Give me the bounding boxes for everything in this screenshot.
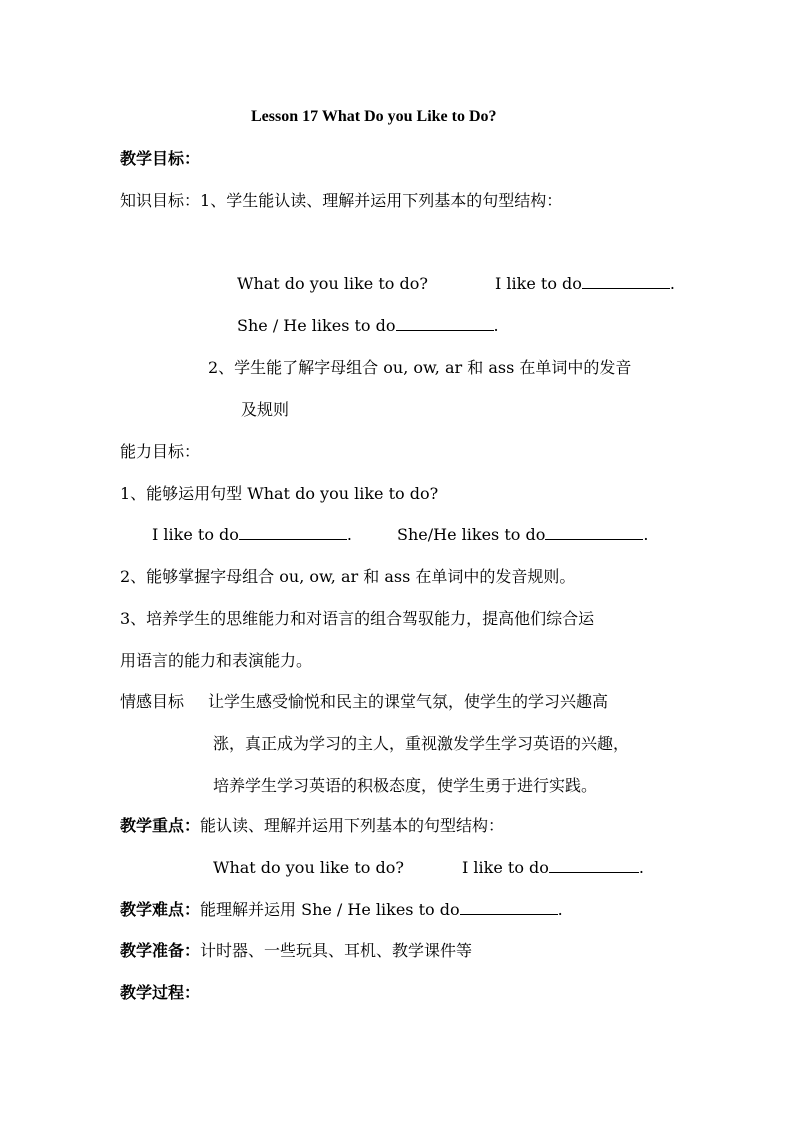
blank-line [549, 858, 639, 873]
period: . [643, 525, 649, 544]
ability-item-1-answer-a [152, 524, 352, 546]
knowledge-item-2-line-2: 及规则 [241, 400, 290, 419]
knowledge-pattern-answer-text: I like to do [495, 274, 582, 293]
preparation-line [120, 940, 472, 962]
knowledge-pattern-answer [495, 273, 675, 295]
emotion-line-1: 让学生感受愉悦和民主的课堂气氛，使学生的学习兴趣高 [208, 692, 609, 711]
key-points-pattern-answer [462, 857, 644, 879]
ability-label: 能力目标： [120, 442, 201, 461]
knowledge-pattern-she-he [237, 315, 499, 337]
knowledge-pattern-she-he-text: She / He likes to do [237, 316, 396, 335]
key-points-label: 教学重点： [120, 816, 201, 835]
knowledge-item-2-line-1: 2、学生能了解字母组合 ou, ow, ar 和 ass 在单词中的发音 [208, 358, 632, 377]
ability-item-3-line-1: 3、培养学生的思维能力和对语言的组合驾驭能力，提高他们综合运 [120, 609, 595, 628]
preparation-text: 计时器、一些玩具、耳机、教学课件等 [200, 941, 473, 960]
objectives-heading: 教学目标： [120, 149, 201, 168]
ability-item-2: 2、能够掌握字母组合 ou, ow, ar 和 ass 在单词中的发音规则。 [120, 567, 576, 586]
emotion-line-2: 涨，真正成为学习的主人，重视激发学生学习英语的兴趣， [213, 734, 630, 753]
period: . [669, 274, 676, 293]
blank-line [396, 316, 494, 331]
blank-line [460, 900, 558, 915]
process-label: 教学过程： [120, 983, 201, 1002]
period: . [493, 316, 499, 335]
preparation-label: 教学准备： [120, 941, 201, 960]
blank-line [582, 274, 670, 289]
ability-answer-b-text: She/He likes to do [397, 525, 546, 544]
key-points-pattern-question: What do you like to do? [213, 858, 404, 877]
blank-line [239, 525, 347, 540]
ability-item-3-line-2: 用语言的能力和表演能力。 [120, 651, 313, 670]
knowledge-item-1: 1、学生能认读、理解并运用下列基本的句型结构： [200, 191, 563, 210]
knowledge-pattern-question: What do you like to do? [237, 274, 428, 293]
emotion-line-3: 培养学生学习英语的积极态度，使学生勇于进行实践。 [213, 776, 598, 795]
ability-item-1-answer-b [397, 524, 648, 546]
key-points-line [120, 815, 504, 837]
lesson-title: Lesson 17 What Do you Like to Do? [251, 108, 497, 125]
knowledge-label: 知识目标： [120, 191, 201, 210]
difficult-points-text: 能理解并运用 She / He likes to do [200, 900, 460, 919]
key-points-answer-text: I like to do [462, 858, 549, 877]
ability-answer-a-text: I like to do [152, 525, 239, 544]
ability-item-1: 1、能够运用句型 What do you like to do? [120, 484, 439, 503]
emotion-label: 情感目标 [120, 692, 185, 711]
period: . [638, 858, 645, 877]
difficult-points-line [120, 899, 563, 921]
key-points-text: 能认读、理解并运用下列基本的句型结构： [200, 816, 505, 835]
blank-line [545, 525, 643, 540]
period: . [346, 525, 353, 544]
difficult-points-label: 教学难点： [120, 900, 201, 919]
knowledge-objective-line [120, 190, 562, 212]
period: . [557, 900, 563, 919]
